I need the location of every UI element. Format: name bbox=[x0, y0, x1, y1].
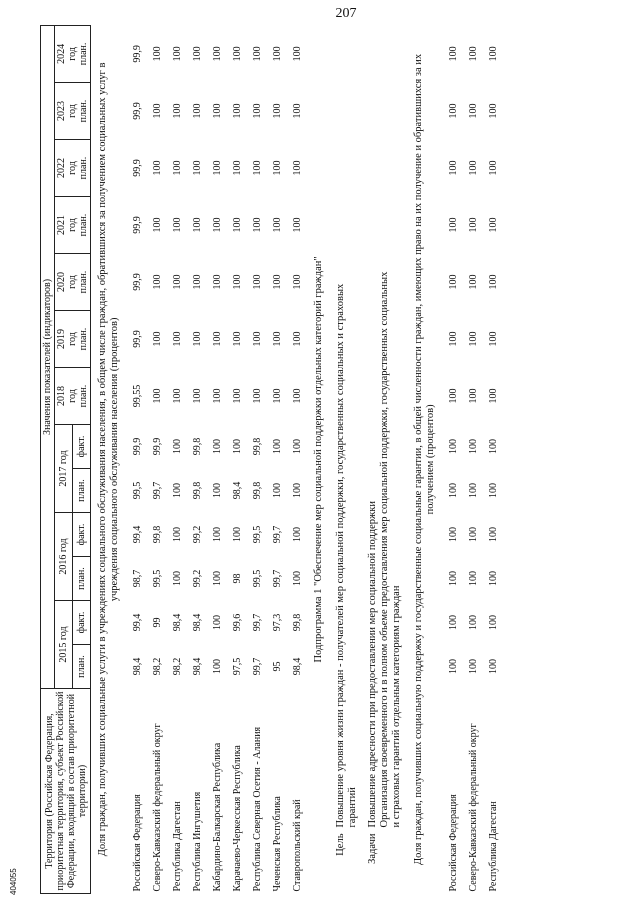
value-cell: 100 bbox=[487, 274, 499, 290]
value-cell: 100 bbox=[447, 331, 459, 347]
value-cell: 100 bbox=[271, 439, 283, 454]
value-cell: 100 bbox=[487, 571, 499, 586]
value-cell: 100 bbox=[171, 439, 183, 454]
value-cell: 99,5 bbox=[251, 569, 263, 588]
value-cell: 100 bbox=[191, 160, 203, 176]
value-cell: 100 bbox=[231, 103, 243, 119]
value-cell: 97,5 bbox=[231, 657, 243, 676]
value-cell: 100 bbox=[211, 483, 223, 498]
value-cell: 100 bbox=[467, 217, 479, 233]
value-cell: 99,8 bbox=[151, 525, 163, 544]
value-cell: 100 bbox=[447, 439, 459, 454]
value-cell: 99,8 bbox=[251, 481, 263, 500]
section-1 bbox=[91, 25, 128, 893]
value-cell: 99,8 bbox=[191, 437, 203, 456]
value-cell: 98,4 bbox=[191, 657, 203, 676]
document-stamp bbox=[6, 853, 21, 895]
year-header-2024: 2024 год план. bbox=[55, 25, 91, 82]
value-cell: 100 bbox=[271, 483, 283, 498]
value-cell: 100 bbox=[171, 160, 183, 176]
value-cell: 98 bbox=[231, 573, 243, 584]
section-2-title: Доля граждан, получивших социальную поддержку и государственные социальные гарантии, в общей численности граждан, имеющих право на их получение и обратившихся за их получением (процентов) bbox=[413, 53, 436, 865]
value-cell: 100 bbox=[191, 46, 203, 62]
value-cell: 100 bbox=[467, 103, 479, 119]
value-cell: 100 bbox=[231, 331, 243, 347]
value-cell: 100 bbox=[291, 527, 303, 542]
value-cell: 98,4 bbox=[171, 613, 183, 632]
value-cell: 100 bbox=[271, 103, 283, 119]
value-cell: 100 bbox=[487, 46, 499, 62]
values-header: Значения показателей (индикаторов) bbox=[41, 25, 55, 688]
value-cell: 99,2 bbox=[191, 569, 203, 588]
value-cell: 100 bbox=[251, 217, 263, 233]
value-cell: 100 bbox=[251, 331, 263, 347]
value-cell: 100 bbox=[211, 160, 223, 176]
value-cell: 100 bbox=[467, 274, 479, 290]
value-cell: 100 bbox=[447, 571, 459, 586]
year-header-2022: 2022 год план. bbox=[55, 140, 91, 197]
value-cell: 100 bbox=[251, 388, 263, 404]
value-cell: 100 bbox=[231, 160, 243, 176]
value-cell: 100 bbox=[191, 217, 203, 233]
tasks-text bbox=[367, 268, 403, 828]
value-cell: 98,2 bbox=[151, 657, 163, 676]
year-header-2019: 2019 год план. bbox=[55, 311, 91, 368]
territory-name: Кабардино-Балкарская Республика bbox=[211, 742, 223, 892]
value-cell: 100 bbox=[251, 103, 263, 119]
value-cell: 100 bbox=[447, 217, 459, 233]
value-cell: 100 bbox=[171, 217, 183, 233]
value-cell: 100 bbox=[271, 46, 283, 62]
table-header bbox=[41, 25, 91, 893]
plan-header: план. bbox=[73, 557, 91, 601]
value-cell: 100 bbox=[211, 217, 223, 233]
value-cell: 100 bbox=[151, 103, 163, 119]
territory-name: Российская Федерация bbox=[447, 794, 459, 892]
table-row bbox=[267, 25, 287, 893]
value-cell: 99,9 bbox=[131, 273, 143, 291]
value-cell: 99,9 bbox=[131, 437, 143, 456]
territory-name: Северо-Кавказский федеральный округ bbox=[467, 723, 479, 892]
value-cell: 98,4 bbox=[131, 657, 143, 676]
value-cell: 100 bbox=[271, 388, 283, 404]
value-cell: 97,3 bbox=[271, 613, 283, 632]
value-cell: 100 bbox=[211, 331, 223, 347]
table-row bbox=[227, 25, 247, 893]
tasks-row bbox=[363, 25, 407, 893]
value-cell: 100 bbox=[191, 331, 203, 347]
value-cell: 100 bbox=[487, 331, 499, 347]
table-row bbox=[147, 25, 167, 893]
year-header-2016: 2016 год bbox=[55, 513, 73, 601]
value-cell: 100 bbox=[487, 388, 499, 404]
value-cell: 100 bbox=[171, 274, 183, 290]
value-cell: 100 bbox=[231, 527, 243, 542]
value-cell: 98,4 bbox=[291, 657, 303, 676]
value-cell: 100 bbox=[211, 527, 223, 542]
year-header-2017: 2017 год bbox=[55, 425, 73, 513]
value-cell: 100 bbox=[487, 527, 499, 542]
year-header-2018: 2018 год план. bbox=[55, 368, 91, 425]
value-cell: 100 bbox=[231, 388, 243, 404]
value-cell: 100 bbox=[151, 331, 163, 347]
value-cell: 99,55 bbox=[131, 384, 143, 408]
value-cell: 100 bbox=[467, 527, 479, 542]
value-cell: 99,5 bbox=[151, 569, 163, 588]
value-cell: 100 bbox=[467, 571, 479, 586]
value-cell: 100 bbox=[231, 274, 243, 290]
value-cell: 100 bbox=[191, 274, 203, 290]
value-cell: 100 bbox=[487, 659, 499, 674]
plan-header: план. bbox=[73, 469, 91, 513]
value-cell: 100 bbox=[211, 659, 223, 674]
goal-text: Повышение уровня жизни граждан - получателей мер социальной поддержки, государственных социальных и страховых гарантий bbox=[335, 283, 358, 828]
value-cell: 99,9 bbox=[131, 159, 143, 177]
value-cell: 95 bbox=[271, 661, 283, 672]
value-cell: 100 bbox=[211, 439, 223, 454]
value-cell: 100 bbox=[211, 274, 223, 290]
value-cell: 99,9 bbox=[131, 216, 143, 234]
page-number: 207 bbox=[335, 6, 357, 21]
value-cell: 100 bbox=[251, 46, 263, 62]
table-row bbox=[443, 25, 463, 893]
value-cell: 100 bbox=[291, 483, 303, 498]
value-cell: 100 bbox=[211, 46, 223, 62]
table-row bbox=[483, 25, 503, 893]
territory-name: Карачаево-Черкесская Республика bbox=[231, 745, 243, 892]
table-row bbox=[247, 25, 267, 893]
value-cell: 100 bbox=[291, 217, 303, 233]
value-cell: 98,4 bbox=[191, 613, 203, 632]
value-cell: 99,8 bbox=[291, 613, 303, 632]
value-cell: 100 bbox=[487, 160, 499, 176]
value-cell: 100 bbox=[487, 483, 499, 498]
value-cell: 100 bbox=[291, 160, 303, 176]
rotated-table-area bbox=[40, 24, 620, 894]
value-cell: 100 bbox=[271, 160, 283, 176]
value-cell: 100 bbox=[487, 615, 499, 630]
value-cell: 100 bbox=[151, 274, 163, 290]
value-cell: 100 bbox=[171, 46, 183, 62]
territory-name: Северо-Кавказский федеральный округ bbox=[151, 723, 163, 892]
value-cell: 100 bbox=[447, 46, 459, 62]
value-cell: 100 bbox=[171, 388, 183, 404]
stamp-number: 404055 bbox=[9, 868, 18, 895]
subprogram-block bbox=[307, 25, 443, 893]
territory-name: Республика Ингушетия bbox=[191, 791, 203, 892]
value-cell: 99,4 bbox=[131, 525, 143, 544]
territory-name: Республика Дагестан bbox=[171, 801, 183, 892]
value-cell: 99,9 bbox=[131, 102, 143, 120]
task-item: Организация своевременного и в полном объеме предоставления мер социальной поддержки, государственных социальных и страховых гарантий отдельным категориям граждан bbox=[379, 271, 402, 828]
table-row bbox=[127, 25, 147, 893]
year-header-2015: 2015 год bbox=[55, 601, 73, 689]
value-cell: 100 bbox=[231, 439, 243, 454]
value-cell: 99,2 bbox=[191, 525, 203, 544]
value-cell: 100 bbox=[447, 160, 459, 176]
value-cell: 100 bbox=[291, 274, 303, 290]
value-cell: 100 bbox=[211, 388, 223, 404]
value-cell: 99,6 bbox=[231, 613, 243, 632]
year-header-2023: 2023 год план. bbox=[55, 83, 91, 140]
value-cell: 100 bbox=[151, 160, 163, 176]
value-cell: 100 bbox=[467, 439, 479, 454]
value-cell: 100 bbox=[447, 274, 459, 290]
value-cell: 99,9 bbox=[151, 437, 163, 456]
territory-name: Российская Федерация bbox=[131, 794, 143, 892]
table-row bbox=[167, 25, 187, 893]
goal-row bbox=[331, 25, 363, 893]
fact-header: факт. bbox=[73, 513, 91, 557]
fact-header: факт. bbox=[73, 425, 91, 469]
value-cell: 100 bbox=[171, 571, 183, 586]
value-cell: 98,4 bbox=[231, 481, 243, 500]
value-cell: 100 bbox=[171, 483, 183, 498]
value-cell: 100 bbox=[151, 46, 163, 62]
value-cell: 99,9 bbox=[131, 330, 143, 348]
table-row bbox=[207, 25, 227, 893]
value-cell: 99,8 bbox=[191, 481, 203, 500]
value-cell: 100 bbox=[271, 217, 283, 233]
value-cell: 100 bbox=[251, 274, 263, 290]
value-cell: 99,7 bbox=[251, 657, 263, 676]
indicator-table bbox=[40, 25, 503, 894]
value-cell: 100 bbox=[447, 103, 459, 119]
territory-name: Республика Дагестан bbox=[487, 801, 499, 892]
value-cell: 100 bbox=[251, 160, 263, 176]
value-cell: 100 bbox=[447, 483, 459, 498]
value-cell: 100 bbox=[291, 103, 303, 119]
value-cell: 100 bbox=[211, 103, 223, 119]
value-cell: 100 bbox=[231, 217, 243, 233]
value-cell: 99,7 bbox=[271, 525, 283, 544]
value-cell: 100 bbox=[487, 217, 499, 233]
value-cell: 100 bbox=[291, 439, 303, 454]
year-header-2021: 2021 год план. bbox=[55, 197, 91, 254]
subprogram-title: Подпрограмма 1 "Обеспечение мер социальной поддержки отдельных категорий граждан" bbox=[313, 256, 324, 663]
value-cell: 99,5 bbox=[251, 525, 263, 544]
value-cell: 100 bbox=[467, 659, 479, 674]
value-cell: 99,7 bbox=[271, 569, 283, 588]
value-cell: 100 bbox=[231, 46, 243, 62]
table-row bbox=[287, 25, 307, 893]
value-cell: 100 bbox=[211, 571, 223, 586]
value-cell: 99,5 bbox=[131, 481, 143, 500]
section-1-title: Доля граждан, получивших социальные услуги в учреждениях социального обслуживания населения, в общем числе граждан, обратившихся за получением социальных услуг в учреждения социального обслуживания населения (процентов) bbox=[97, 62, 120, 857]
value-cell: 98,2 bbox=[171, 657, 183, 676]
value-cell: 100 bbox=[191, 388, 203, 404]
section-1-rows bbox=[127, 25, 307, 893]
value-cell: 99,8 bbox=[251, 437, 263, 456]
value-cell: 100 bbox=[447, 615, 459, 630]
goal-label: Цель bbox=[335, 833, 346, 856]
value-cell: 100 bbox=[191, 103, 203, 119]
value-cell: 99,7 bbox=[251, 613, 263, 632]
tasks-label: Задачи bbox=[367, 833, 378, 864]
value-cell: 100 bbox=[171, 331, 183, 347]
value-cell: 100 bbox=[151, 217, 163, 233]
value-cell: 100 bbox=[151, 388, 163, 404]
territory-name: Чеченская Республика bbox=[271, 796, 283, 892]
section-2-rows bbox=[443, 25, 503, 893]
value-cell: 100 bbox=[467, 46, 479, 62]
value-cell: 99,4 bbox=[131, 613, 143, 632]
value-cell: 100 bbox=[211, 615, 223, 630]
plan-header: план. bbox=[73, 645, 91, 689]
value-cell: 100 bbox=[467, 483, 479, 498]
value-cell: 100 bbox=[271, 331, 283, 347]
value-cell: 100 bbox=[291, 46, 303, 62]
value-cell: 100 bbox=[467, 615, 479, 630]
value-cell: 100 bbox=[447, 659, 459, 674]
table-row bbox=[187, 25, 207, 893]
task-item: Повышение адресности при предоставлении мер социальной поддержки bbox=[367, 500, 378, 828]
value-cell: 100 bbox=[171, 527, 183, 542]
value-cell: 100 bbox=[447, 388, 459, 404]
value-cell: 100 bbox=[291, 571, 303, 586]
year-header-2020: 2020 год план. bbox=[55, 254, 91, 311]
value-cell: 99 bbox=[151, 617, 163, 628]
value-cell: 99,9 bbox=[131, 45, 143, 63]
value-cell: 100 bbox=[487, 103, 499, 119]
value-cell: 99,7 bbox=[151, 481, 163, 500]
value-cell: 100 bbox=[467, 331, 479, 347]
territory-name: Республика Северная Осетия - Алания bbox=[251, 726, 263, 892]
territory-header: Территория (Российская Федерация, приоритетная территория, субъект Российской Федерации, входящий в состав приоритетной территории) bbox=[41, 689, 91, 894]
fact-header: факт. bbox=[73, 601, 91, 645]
value-cell: 100 bbox=[291, 388, 303, 404]
value-cell: 100 bbox=[291, 331, 303, 347]
value-cell: 100 bbox=[487, 439, 499, 454]
value-cell: 100 bbox=[467, 160, 479, 176]
table-row bbox=[463, 25, 483, 893]
value-cell: 100 bbox=[447, 527, 459, 542]
value-cell: 98,7 bbox=[131, 569, 143, 588]
value-cell: 100 bbox=[467, 388, 479, 404]
value-cell: 100 bbox=[171, 103, 183, 119]
territory-name: Ставропольский край bbox=[291, 799, 303, 892]
value-cell: 100 bbox=[271, 274, 283, 290]
